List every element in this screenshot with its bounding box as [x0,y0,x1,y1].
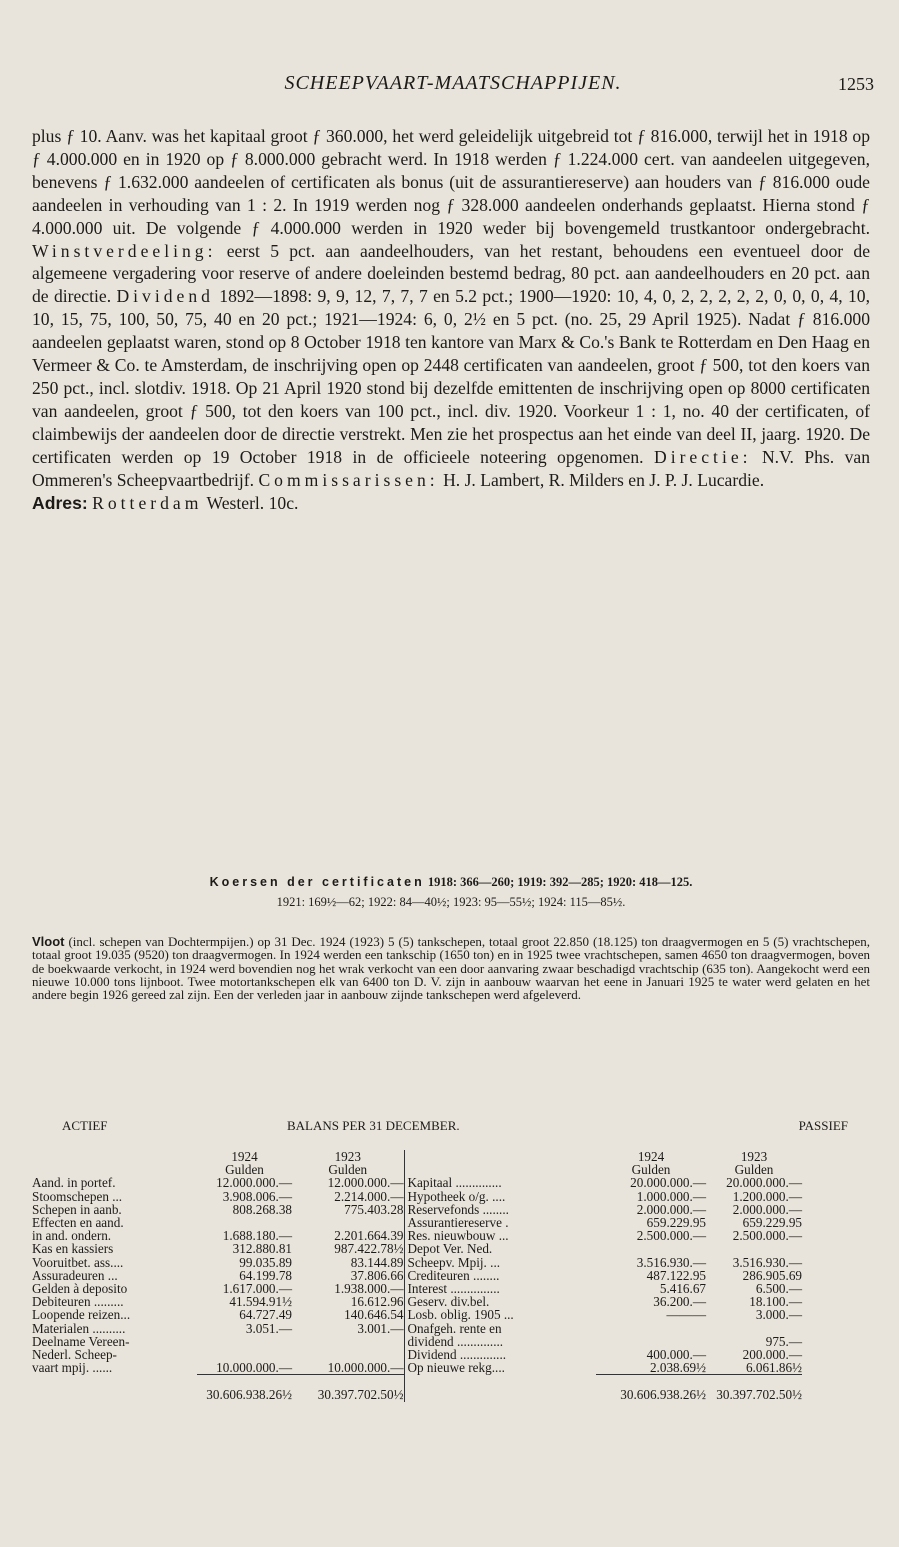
main-text [32,125,870,514]
koersen-line-1 [32,872,870,892]
passief-1923: 2.000.000.— [732,1201,802,1217]
actief-label: Stoomschepen ... [32,1188,123,1204]
actief-label: Deelname Vereen- [32,1333,130,1349]
actief-1924: 312.880.81 [232,1241,292,1257]
balance-row [32,1322,802,1335]
actief-label: Vooruitbet. ass.... [32,1254,124,1270]
passief-label: Geserv. div.bel. [404,1295,596,1308]
passief-1924 [596,1322,706,1335]
actief-1924: 808.268.38 [232,1201,292,1217]
passief-label: Kapitaal .............. [404,1176,596,1189]
address-city: Rotterdam [92,492,203,513]
passief-1923: 6.500.— [755,1281,802,1297]
balance-row [32,1176,802,1189]
passief-label: Crediteuren ........ [404,1269,596,1282]
text-vloot: (incl. schepen van Dochtermpijen.) op 31 Dec. 1924 (1923) 5 (5) tankschepen, totaal groot 22.850 (18.125) ton draagvermogen en 5 (5) vrachtschepen, totaal groot 19.035 (9520) ton draagvermogen. In 1924 werden een tankschip (1650 ton) en in 1925 twee vrachtschepen, samen 4650 ton draagvermogen, boven de boekwaarde verkocht, in 1924 werd bovendien nog het wrak verkocht van een door aanvaring zwaar beschadigd vrachtschip (635 ton). Aangekocht werd een nieuwe 10.000 tons lijnboot. Twee motortankschepen elk van 6400 ton D. V. zijn in aanbouw waarvan het eene in Januari 1925 te water werd gelaten en het andere begin 1926 gereed zal zijn. Een der verleden jaar in aanbouw zijnde tankschepen werd afgeleverd. [32,934,871,1003]
address-street: Westerl. 10c. [206,492,299,513]
balance-row [32,1308,802,1321]
koersen-block [32,872,870,912]
label-adres: Adres: [32,492,88,513]
passief-1924: ——— [666,1307,706,1323]
actief-1924: 3.051.— [245,1320,292,1336]
balance-row [32,1256,802,1269]
unit-passief-1: Gulden [631,1162,671,1178]
balance-header [32,1118,870,1138]
year-1924-actief: 1924 [231,1149,258,1164]
label-commissarissen: Commissarissen: [258,469,439,490]
vloot-block [32,935,870,1001]
actief-label: Schepen in aanb. [32,1201,122,1217]
label-dividend: Dividend [116,286,214,307]
text-directie: N.V. Phs. van Ommeren's Scheepvaartbedrijf. [32,446,870,490]
actief-label: Kas en kassiers [32,1241,114,1257]
year-row [32,1150,802,1163]
passief-1924: 487.122.95 [646,1267,706,1283]
passief-1923: 18.100.— [749,1294,802,1310]
passief-label: Op nieuwe rekg.... [404,1361,596,1375]
label-winstverdeeling: Winstverdeeling: [32,240,217,261]
actief-1923: 16.612.96 [350,1294,404,1310]
actief-1923: 10.000.000.— [327,1360,404,1376]
actief-label: in and. ondern. [32,1228,112,1244]
actief-label: Loopende reizen... [32,1307,131,1323]
actief-1923: 1.938.000.— [334,1281,404,1297]
passief-1924: 2.038.69½ [649,1360,706,1376]
passief-1923: 20.000.000.— [726,1175,802,1191]
page-header [32,72,874,102]
year-1923-passief: 1923 [740,1149,768,1164]
passief-1924: 3.516.930.— [636,1254,706,1270]
actief-label: Effecten en aand. [32,1215,124,1231]
actief-label: Assuradeuren ... [32,1267,118,1283]
passief-1924 [596,1242,706,1255]
actief-label: Gelden à deposito [32,1281,128,1297]
passief-1923: 3.516.930.— [732,1254,802,1270]
label-directie: Directie: [653,446,752,467]
actief-label: Debiteuren ......... [32,1294,124,1310]
passief-label: Scheepv. Mpij. ... [404,1256,596,1269]
balance-table [32,1150,802,1402]
main-paragraph [32,125,870,492]
label-vloot: Vloot [32,934,65,949]
actief-1923: 2.201.664.39 [334,1228,404,1244]
actief-label: Materialen .......... [32,1320,126,1336]
passief-1923: 1.200.000.— [732,1188,802,1204]
passief-label: Res. nieuwbouw ... [404,1229,596,1242]
passief-1923: 975.— [765,1333,802,1349]
actief-1924: 1.617.000.— [222,1281,292,1297]
unit-actief-1: Gulden [225,1162,264,1178]
passief-1924: 400.000.— [646,1347,706,1363]
text-commissarissen: H. J. Lambert, R. Milders en J. P. J. Lucardie. [443,469,765,490]
actief-1924: 64.199.78 [239,1267,292,1283]
actief-1924: 99.035.89 [239,1254,292,1270]
passief-1924: 1.000.000.— [636,1188,706,1204]
actief-1923: 3.001.— [357,1320,404,1336]
total-passief-1924: 30.606.938.26½ [596,1375,706,1402]
passief-1924: 2.000.000.— [636,1201,706,1217]
balance-row [32,1361,802,1375]
koersen-values-2: 1921: 169½—62; 1922: 84—40½; 1923: 95—55½; 1924: 115—85½. [276,895,626,909]
balance-title: BALANS PER 31 DECEMBER. [287,1118,460,1133]
passief-1924: 659.229.95 [646,1215,706,1231]
passief-1924: 5.416.67 [659,1281,706,1297]
passief-label: Hypotheek o/g. .... [404,1190,596,1203]
running-title: SCHEEPVAART-MAATSCHAPPIJEN. [284,72,622,94]
passief-label: Onafgeh. rente en [404,1322,596,1335]
passief-1924: 20.000.000.— [630,1175,706,1191]
actief-1924 [197,1335,292,1348]
actief-1923: 140.646.54 [344,1307,404,1323]
label-koersen: Koersen der certificaten [209,875,425,889]
passief-1923: 286.905.69 [742,1267,802,1283]
koersen-values-1: 1918: 366—260; 1919: 392—285; 1920: 418—125. [427,875,693,889]
address-line [32,492,870,515]
total-passief-1923: 30.397.702.50½ [706,1375,802,1402]
unit-passief-2: Gulden [734,1162,774,1178]
actief-1923: 12.000.000.— [327,1175,404,1191]
label-actief: ACTIEF [62,1118,108,1133]
label-passief: PASSIEF [798,1118,848,1133]
actief-1924: 1.688.180.— [222,1228,292,1244]
page-number: 1253 [838,74,874,94]
actief-1924: 41.594.91½ [229,1294,292,1310]
balance-row [32,1190,802,1203]
actief-1923 [292,1335,404,1348]
passief-label: Dividend .............. [404,1348,596,1361]
actief-1923: 775.403.28 [344,1201,404,1217]
actief-1923: 37.806.66 [350,1267,404,1283]
text-winstverdeeling: eerst 5 pct. aan aandeelhouders, van het restant, behoudens een eventueel door de algemeene vergadering voor reserve of andere doeleinden bestemd bedrag, 80 pct. aan aandeelhouders en 20 pct. aan de directie. [32,240,871,307]
actief-label: Nederl. Scheep- [32,1347,117,1363]
total-row [32,1375,802,1402]
passief-1924: 2.500.000.— [636,1228,706,1244]
actief-1924: 3.908.006.— [222,1188,292,1204]
actief-1924: 12.000.000.— [216,1175,292,1191]
actief-1924: 64.727.49 [239,1307,292,1323]
actief-label: Aand. in portef. [32,1175,116,1191]
passief-1923 [706,1322,802,1335]
passief-1923: 200.000.— [742,1347,802,1363]
total-actief-1923: 30.397.702.50½ [292,1375,404,1402]
balance-row [32,1242,802,1255]
actief-1923: 2.214.000.— [334,1188,404,1204]
passief-1924: 36.200.— [653,1294,706,1310]
passief-label: Interest ............... [404,1282,596,1295]
unit-actief-2: Gulden [328,1162,368,1178]
passief-1923: 659.229.95 [742,1215,802,1231]
passief-1923: 2.500.000.— [732,1228,802,1244]
passief-label: Assurantiereserve . [404,1216,596,1229]
actief-1923: 987.422.78½ [334,1241,404,1257]
year-1924-passief: 1924 [637,1149,665,1164]
total-actief-1924: 30.606.938.26½ [197,1375,292,1402]
text-history: plus ƒ 10. Aanv. was het kapitaal groot ƒ 360.000, het werd geleidelijk uitgebreid tot ƒ 816.000, terwijl het in 1918 op ƒ 4.000.000 en in 1920 op ƒ 8.000.000 gebracht werd. In 1918 werden ƒ 1.224.000 cert. van aandeelen uitgegeven, benevens ƒ 1.632.000 aandeelen of certificaten als bonus (uit de assurantiereserve) aan houders van ƒ 816.000 oude aandeelen in verhouding van 1 : 2. In 1919 werden nog ƒ 328.000 aandeelen onderhands geplaatst. Hierna stond ƒ 4.000.000 uit. De volgende ƒ 4.000.000 werden in 1920 weder bij bovengemeld trustkantoor ondergebracht. [32,126,870,238]
text-dividend: 1892—1898: 9, 9, 12, 7, 7, 7 en 5.2 pct.; 1900—1920: 10, 4, 0, 2, 2, 2, 2, 2, 0, 0, 0, 4, 10, 10, 15, 75, 100, 50, 75, 40 en 20 pct.; 1921—1924: 6, 0, 2½ en 5 pct. (no. 25, 29 April 1925). Nadat ƒ 816.000 aandeelen geplaatst waren, stond op 8 October 1918 ten kantore van Marx & Co.'s Bank te Rotterdam en Den Haag en Vermeer & Co. te Amsterdam, de inschrijving open op 2448 certificaten van aandeelen, groot ƒ 500, tot den koers van 250 pct., incl. slotdiv. 1918. Op 21 April 1920 stond bij dezelfde emittenten de inschrijving open op 8000 certificaten van aandeelen, groot ƒ 500, tot den koers van 100 pct., incl. div. 1920. Voorkeur 1 : 1, no. 40 der certificaten, of claimbewijs der aandeelen door de directie verstrekt. Men zie het prospectus aan het einde van deel II, jaarg. 1920. De certificaten werden op 19 October 1918 in de officieele noteering opgenomen. [32,286,870,467]
actief-1923: 83.144.89 [350,1254,404,1270]
passief-1923: 3.000.— [755,1307,802,1323]
passief-label: Losb. oblig. 1905 ... [404,1308,596,1321]
actief-label: vaart mpij. ...... [32,1360,113,1376]
passief-1923 [706,1242,802,1255]
year-1923-actief: 1923 [334,1149,361,1164]
passief-label: Reservefonds ........ [404,1203,596,1216]
passief-label: Depot Ver. Ned. [404,1242,596,1255]
actief-1924: 10.000.000.— [216,1360,292,1376]
passief-1923: 6.061.86½ [745,1360,802,1376]
passief-label: dividend .............. [404,1335,596,1348]
